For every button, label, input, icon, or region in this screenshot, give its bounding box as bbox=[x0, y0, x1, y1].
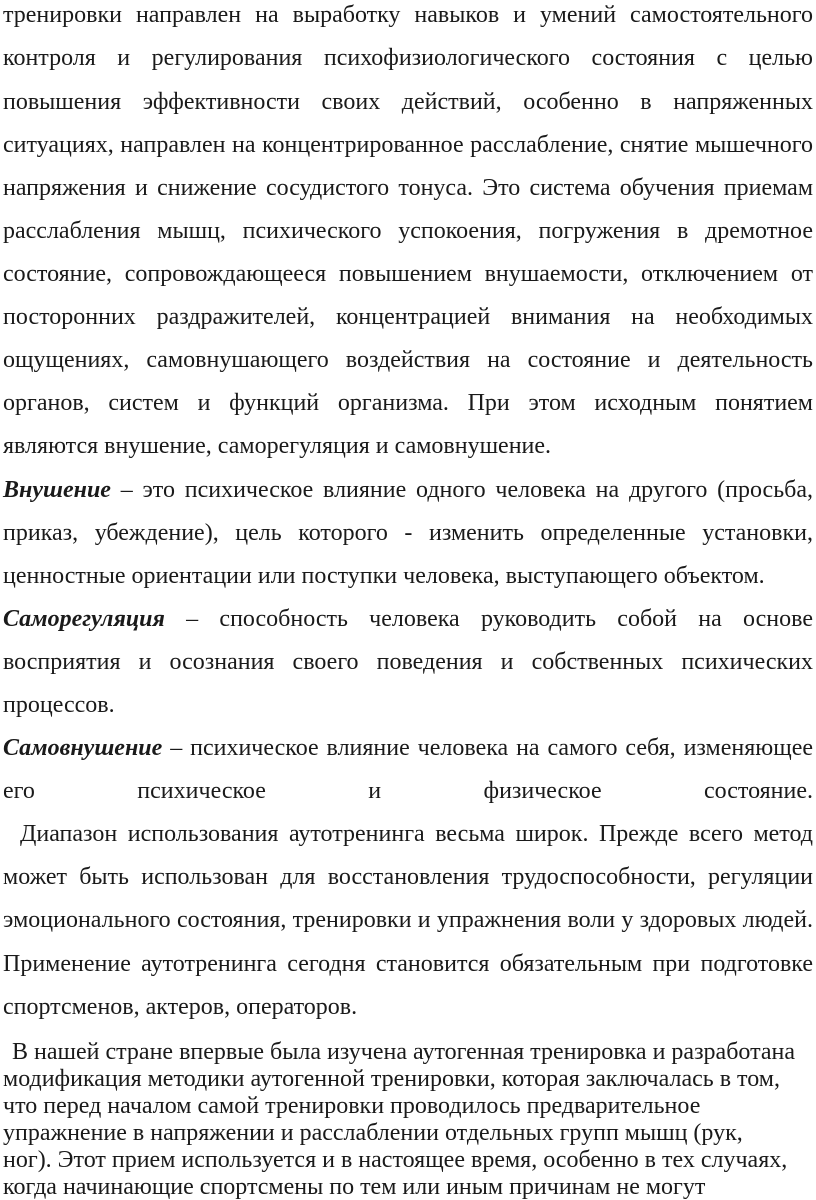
text-line: эмоционального состояния, тренировки и упражнения воли у здоровых людей. bbox=[3, 907, 813, 933]
definition-first-line bbox=[3, 736, 813, 760]
text-line: расслабления мышц, психического успокоения, погружения в дремотное bbox=[3, 218, 813, 244]
text-line: ощущениях, самовнушающего воздействия на состояние и деятельность bbox=[3, 347, 813, 373]
text-line: его психическое и физическое состояние. bbox=[3, 778, 813, 804]
text-line: контроля и регулирования психофизиологического состояния с целью bbox=[3, 45, 813, 71]
definition-text: – психическое влияние человека на самого себя, изменяющее bbox=[162, 735, 813, 761]
text-line: тренировки направлен на выработку навыков и умений самостоятельного bbox=[3, 2, 813, 28]
text-line: повышения эффективности своих действий, особенно в напряженных bbox=[3, 89, 813, 115]
text-line: органов, систем и функций организма. При этом исходным понятием bbox=[3, 390, 813, 416]
text-line: Диапазон использования аутотренинга весьма широк. Прежде всего метод bbox=[20, 821, 813, 847]
text-line: напряжения и снижение сосудистого тонуса. Это система обучения приемам bbox=[3, 175, 813, 201]
text-line: состояние, сопровождающееся повышением внушаемости, отключением от bbox=[3, 261, 813, 287]
definition-first-line bbox=[3, 478, 813, 502]
definition-term: Самовнушение bbox=[3, 735, 163, 761]
definition-term: Саморегуляция bbox=[3, 606, 165, 632]
text-line: что перед началом самой тренировки проводилось предварительное bbox=[3, 1093, 701, 1119]
text-line: В нашей стране впервые была изучена аутогенная тренировка и разработана bbox=[12, 1039, 796, 1065]
text-line: ног). Этот прием используется и в настоящее время, особенно в тех случаях, bbox=[3, 1147, 788, 1173]
text-line: посторонних раздражителей, концентрацией внимания на необходимых bbox=[3, 304, 813, 330]
text-line: может быть использован для восстановления трудоспособности, регуляции bbox=[3, 864, 813, 890]
text-line: ценностные ориентации или поступки человека, выступающего объектом. bbox=[3, 563, 765, 589]
text-line: модификация методики аутогенной тренировки, которая заключалась в том, bbox=[3, 1066, 780, 1092]
definition-first-line bbox=[3, 607, 813, 631]
text-line: спортсменов, актеров, операторов. bbox=[3, 994, 358, 1020]
text-line: процессов. bbox=[3, 692, 115, 718]
text-line: упражнение в напряжении и расслаблении отдельных групп мышц (рук, bbox=[3, 1120, 743, 1146]
text-line: приказ, убеждение), цель которого - изменить определенные установки, bbox=[3, 520, 813, 546]
text-line: восприятия и осознания своего поведения и собственных психических bbox=[3, 649, 813, 675]
text-line: являются внушение, саморегуляция и самовнушение. bbox=[3, 433, 552, 459]
definition-text: – это психическое влияние одного человека на другого (просьба, bbox=[110, 477, 813, 503]
text-line: когда начинающие спортсмены по тем или иным причинам не могут bbox=[3, 1174, 706, 1200]
text-line: ситуациях, направлен на концентрированное расслабление, снятие мышечного bbox=[3, 132, 813, 158]
text-line: Применение аутотренинга сегодня становится обязательным при подготовке bbox=[3, 951, 813, 977]
definition-term: Внушение bbox=[3, 477, 111, 503]
definition-text: – способность человека руководить собой на основе bbox=[164, 606, 813, 632]
